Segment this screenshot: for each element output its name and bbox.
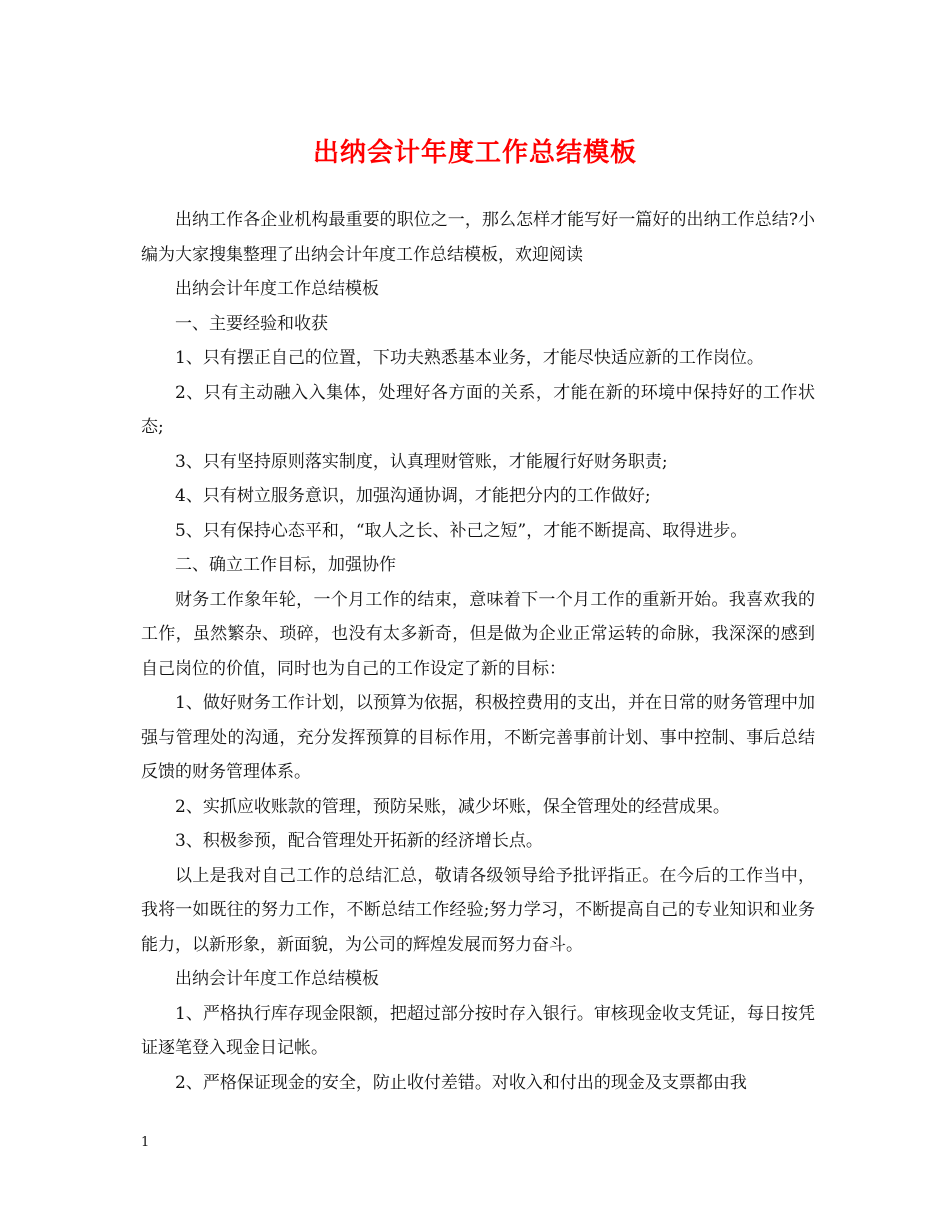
paragraph: 3、积极参预，配合管理处开拓新的经济增长点。 (175, 831, 543, 851)
document-body (141, 203, 815, 1100)
paragraph: 2、严格保证现金的安全，防止收付差错。对收入和付出的现金及支票都由我 (175, 1072, 747, 1093)
document-title: 出纳会计年度工作总结模板 (312, 138, 637, 168)
paragraph: 财务工作象年轮，一个月工作的结束，意味着下一个月工作的重新开始。我喜欢我的工作，虽然繁杂、琐碎，也没有太多新奇，但是做为企业正常运转的命脉，我深深的感到自己岗位的价值，同时也为自己的工作设定了新的目标： (141, 589, 815, 679)
paragraph: 2、实抓应收账款的管理，预防呆账，减少坏账，保全管理处的经营成果。 (175, 796, 730, 817)
paragraph: 一、主要经验和收获 (175, 313, 328, 334)
paragraph: 二、确立工作目标，加强协作 (175, 555, 396, 575)
paragraph: 2、只有主动融入入集体，处理好各方面的关系，才能在新的环境中保持好的工作状态; (141, 382, 815, 437)
paragraph: 1、严格执行库存现金限额，把超过部分按时存入银行。审核现金收支凭证，每日按凭证逐笔登入现金日记帐。 (141, 1003, 815, 1058)
paragraph: 出纳会计年度工作总结模板 (175, 279, 379, 299)
paragraph: 出纳会计年度工作总结模板 (175, 969, 379, 989)
paragraph: 3、只有坚持原则落实制度，认真理财管账，才能履行好财务职责; (175, 451, 668, 472)
paragraph: 以上是我对自己工作的总结汇总，敬请各级领导给予批评指正。在今后的工作当中，我将一如既往的努力工作，不断总结工作经验;努力学习，不断提高自己的专业知识和业务能力，以新形象，新面貌，为公司的辉煌发展而努力奋斗。 (141, 865, 815, 955)
paragraph: 出纳工作各企业机构最重要的职位之一，那么怎样才能写好一篇好的出纳工作总结?小编为大家搜集整理了出纳会计年度工作总结模板，欢迎阅读 (141, 210, 815, 265)
paragraph: 1、做好财务工作计划，以预算为依据，积极控费用的支出，并在日常的财务管理中加强与管理处的沟通，充分发挥预算的目标作用，不断完善事前计划、事中控制、事后总结反馈的财务管理体系。 (141, 693, 815, 782)
paragraph: 1、只有摆正自己的位置，下功夫熟悉基本业务，才能尽快适应新的工作岗位。 (175, 348, 764, 368)
paragraph: 5、只有保持心态平和，“取人之长、补己之短”，才能不断提高、取得进步。 (175, 520, 748, 541)
page-number: 1 (141, 1135, 150, 1150)
paragraph: 4、只有树立服务意识，加强沟通协调，才能把分内的工作做好; (175, 486, 651, 506)
